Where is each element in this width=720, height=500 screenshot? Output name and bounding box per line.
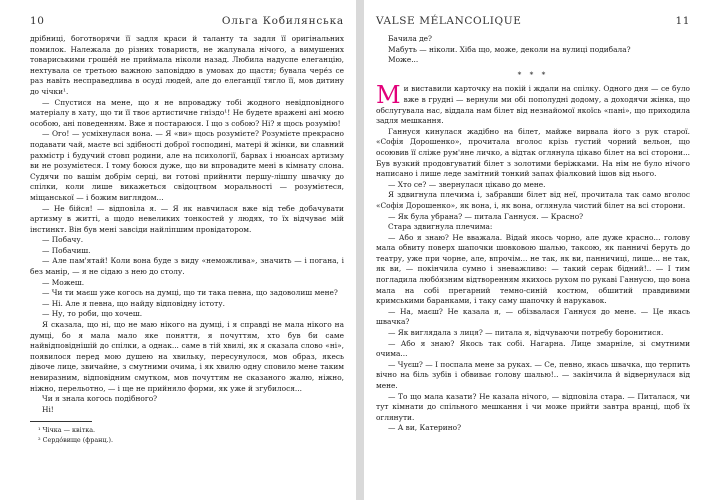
paragraph: — Але пам'ятай! Коли вона буде з виду «неможлива», значить — і погана, і без манір, — я не сідаю з нею до столу. [30, 256, 344, 277]
footnote-rule [30, 421, 92, 422]
paragraph: — Хто се? — звернулася цікаво до мене. [388, 179, 546, 189]
running-head: Ольга Кобилянська [221, 15, 344, 27]
paragraph: — Не бійся! — відповіла я. — Я як навчилася вже від тебе добачувати артизму в житті, а щодо невеликих тонкостей у людях, то їх відчуває мій інстинкт. Він був мені завсіди найліпшим провідатором. [30, 203, 344, 234]
section-end-lines [376, 34, 690, 66]
paragraph: — Чуєш? — І поспала мене за руках. — Се, певно, якась швачка, що терпить вічно на біль зубів і обвиває голову шалью!.. — закінчила й відвернулася від мене. [376, 359, 690, 390]
paragraph: Бачила де? [388, 34, 432, 43]
paragraph: — Чи ти маєш уже когось на думці, що ти така певна, що задоволиш мене? [42, 288, 338, 298]
paragraph: — Як була убрана? — питала Ганнуся. — Красно? [388, 211, 584, 221]
page-number: 11 [675, 15, 690, 27]
right-page [364, 0, 720, 500]
paragraph: — Ну, то роби, що хочеш. [42, 309, 143, 319]
paragraph: Я сказала, що ні, що не маю нікого на думці, і я справді не мала нікого на думці, бо я мала мало яке поняття, я почуттям, хто був би саме найвідповіднішій до спілки, а однак... саме в тій хвилі, як я сказала слово «ні», появилося перед мою душею на хвильку, пересунулося, мов образ, якесь дівоче лице, звичайне, з смутними очима, і як хвилю одну сповило мене таким невиразним, відповідним смутком, мов почуттям не сказаного жалю, ніжно, ніжно, перельотно, — і ще не прийняло форми, як уже й згубилося... [30, 320, 344, 393]
left-page-body [30, 34, 344, 415]
paragraph: — Можеш. [42, 277, 85, 287]
paragraph: Чи я знала когось подібного? [42, 394, 158, 404]
paragraph: — А ви, Катерино? [388, 423, 462, 433]
paragraph: Ганнуся кинулася жадібно на білет, майже вирвала його з рук старої. «Софія Дорошенко», прочитала вголос крізь густий чорний вельон, що осоювив її сліже рум'яне личко, а відтак оглянула цікаво білет на всі сторони... Був вузкий продовгуватий білет з золотими беріжками. На нім не було нічого написано і лише леде замітний тонкий запах фіалковий ішов від нього. [376, 126, 690, 179]
right-page-body [376, 34, 690, 434]
footnote: ² Сердо́вище (франц.). [38, 435, 114, 444]
paragraph: дрібниці, боготворячи її задля краси й таланту та задля її оригінальних помилок. Належала до різних товариств, не жалувала нічого, а вимушених товариськими гроше́й не приймала ніколи назад. Любила надуспе елеганцію, нехтувала се третьою важною заповіддю в умовах до щастя; бувала чере́з се раз навіть несправедлива в осуді людей, але до елеганції тягло її, мов дитину до чічки¹. [30, 34, 344, 96]
paragraph: Я здвигнула плечима і, забравши білет від неї, прочитала так само вголос «Софія Дорошенко», як вона, і, як вона, оглянула чистий білет на всі сторони. [376, 190, 690, 210]
paragraph: Стара здвигнула плечима: [388, 222, 493, 232]
left-page [0, 0, 356, 500]
paragraph: — Ого! — усміхнулася вона. — Я «ви» щось розумієте? Розумієте прекрасно подавати чай, маєте всі здібності доброї господині, матері й жінки, ви славний рахмістр і будучий стовп родини, але на психології, барвах і нюансах артизму ви не розумієтеся. І тому боюся дуже, що ви впровадите мені в кімнату слона. Судячи по вашім добрім серці, ви готові прийняти першу-лішпу швачку до спілки, коли лише викажеться свідоцтвом моральності — розумієтеся, міщанської — і божим виглядом... [30, 129, 344, 202]
paragraph: Мабуть — ніколи. Хіба що, може, деколи на вулиці подибала? [388, 44, 631, 54]
paragraph: и виставили карточку на покій і ждали на спілку. Одного дня — се було вже в грудні — вернули ми обі пополудні додому, а доходячи жінка, що обслугувала нас, віддала нам білет від незнайомої якоїсь «пані», що приходила задля мешкання. [376, 84, 690, 126]
right-page-header [376, 14, 690, 28]
paragraph: Ні! [42, 404, 54, 414]
paragraph: — Побачиш. [42, 245, 91, 255]
paragraph: — Побачу. [42, 235, 84, 245]
paragraph: — Спустися на мене, що я не впроваджу тобі жодного невідповідного матеріалу в хату, що ти її твоє артистичне гніздо¹! Не будете враженi ані моєю особою, ані поведенням. Вже я постараюся. І що з собою? Ні? я щось розумію! [30, 97, 344, 128]
footnotes [30, 426, 344, 445]
left-page-header [30, 14, 344, 28]
paragraph: — То що мала казати? Не казала нічого, — відповіла стара. — Питалася, чи тут кімнати до спільного мешкання і чи може прийти завтра вранці, щоб їх оглянути. [376, 391, 690, 422]
paragraph: — Або я знаю? Не вважала. Відай якось чорно, але дуже красно... голову мала обвиту поверх шапочки шовковою шалью, таксою, як панничі беруть до театру, уже при чорне, але, впрочім... не так, як ви, панничиці, лише... не так, як ви, — покінчила сумно і зневажливо: — такий серак бідний!.. — І тим погладила любо́язним відтворенням якихось рухом по рукаві Ганнусю, що вона мала на собі прегарний темно-синій костюм, обшитий правдивими кримськими баранками, і таку саму шапочку й нарукавок. [376, 232, 690, 306]
paragraph: — Ні. Але я певна, що найду відповідну істоту. [42, 298, 225, 308]
paragraph: — На, маєш? Не казала я, — обізвалася Ганнуся до мене. — Це якась швачка? [376, 306, 690, 327]
paragraph: Може... [388, 55, 419, 65]
footnote: ¹ Чічка — квітка. [38, 426, 96, 435]
drop-cap: М [376, 81, 401, 110]
page-number: 10 [30, 15, 45, 27]
section-text [376, 81, 690, 434]
running-head: VALSE MÉLANCOLIQUE [376, 15, 522, 27]
paragraph: — Або я знаю? Якось так собі. Нагарна. Лице змарніле, зі смутними очима... [376, 338, 690, 359]
section-break: * * * [517, 69, 549, 79]
paragraph: — Як виглядала з лиця? — питала я, відчуваючи потребу боронитися. [388, 328, 664, 338]
